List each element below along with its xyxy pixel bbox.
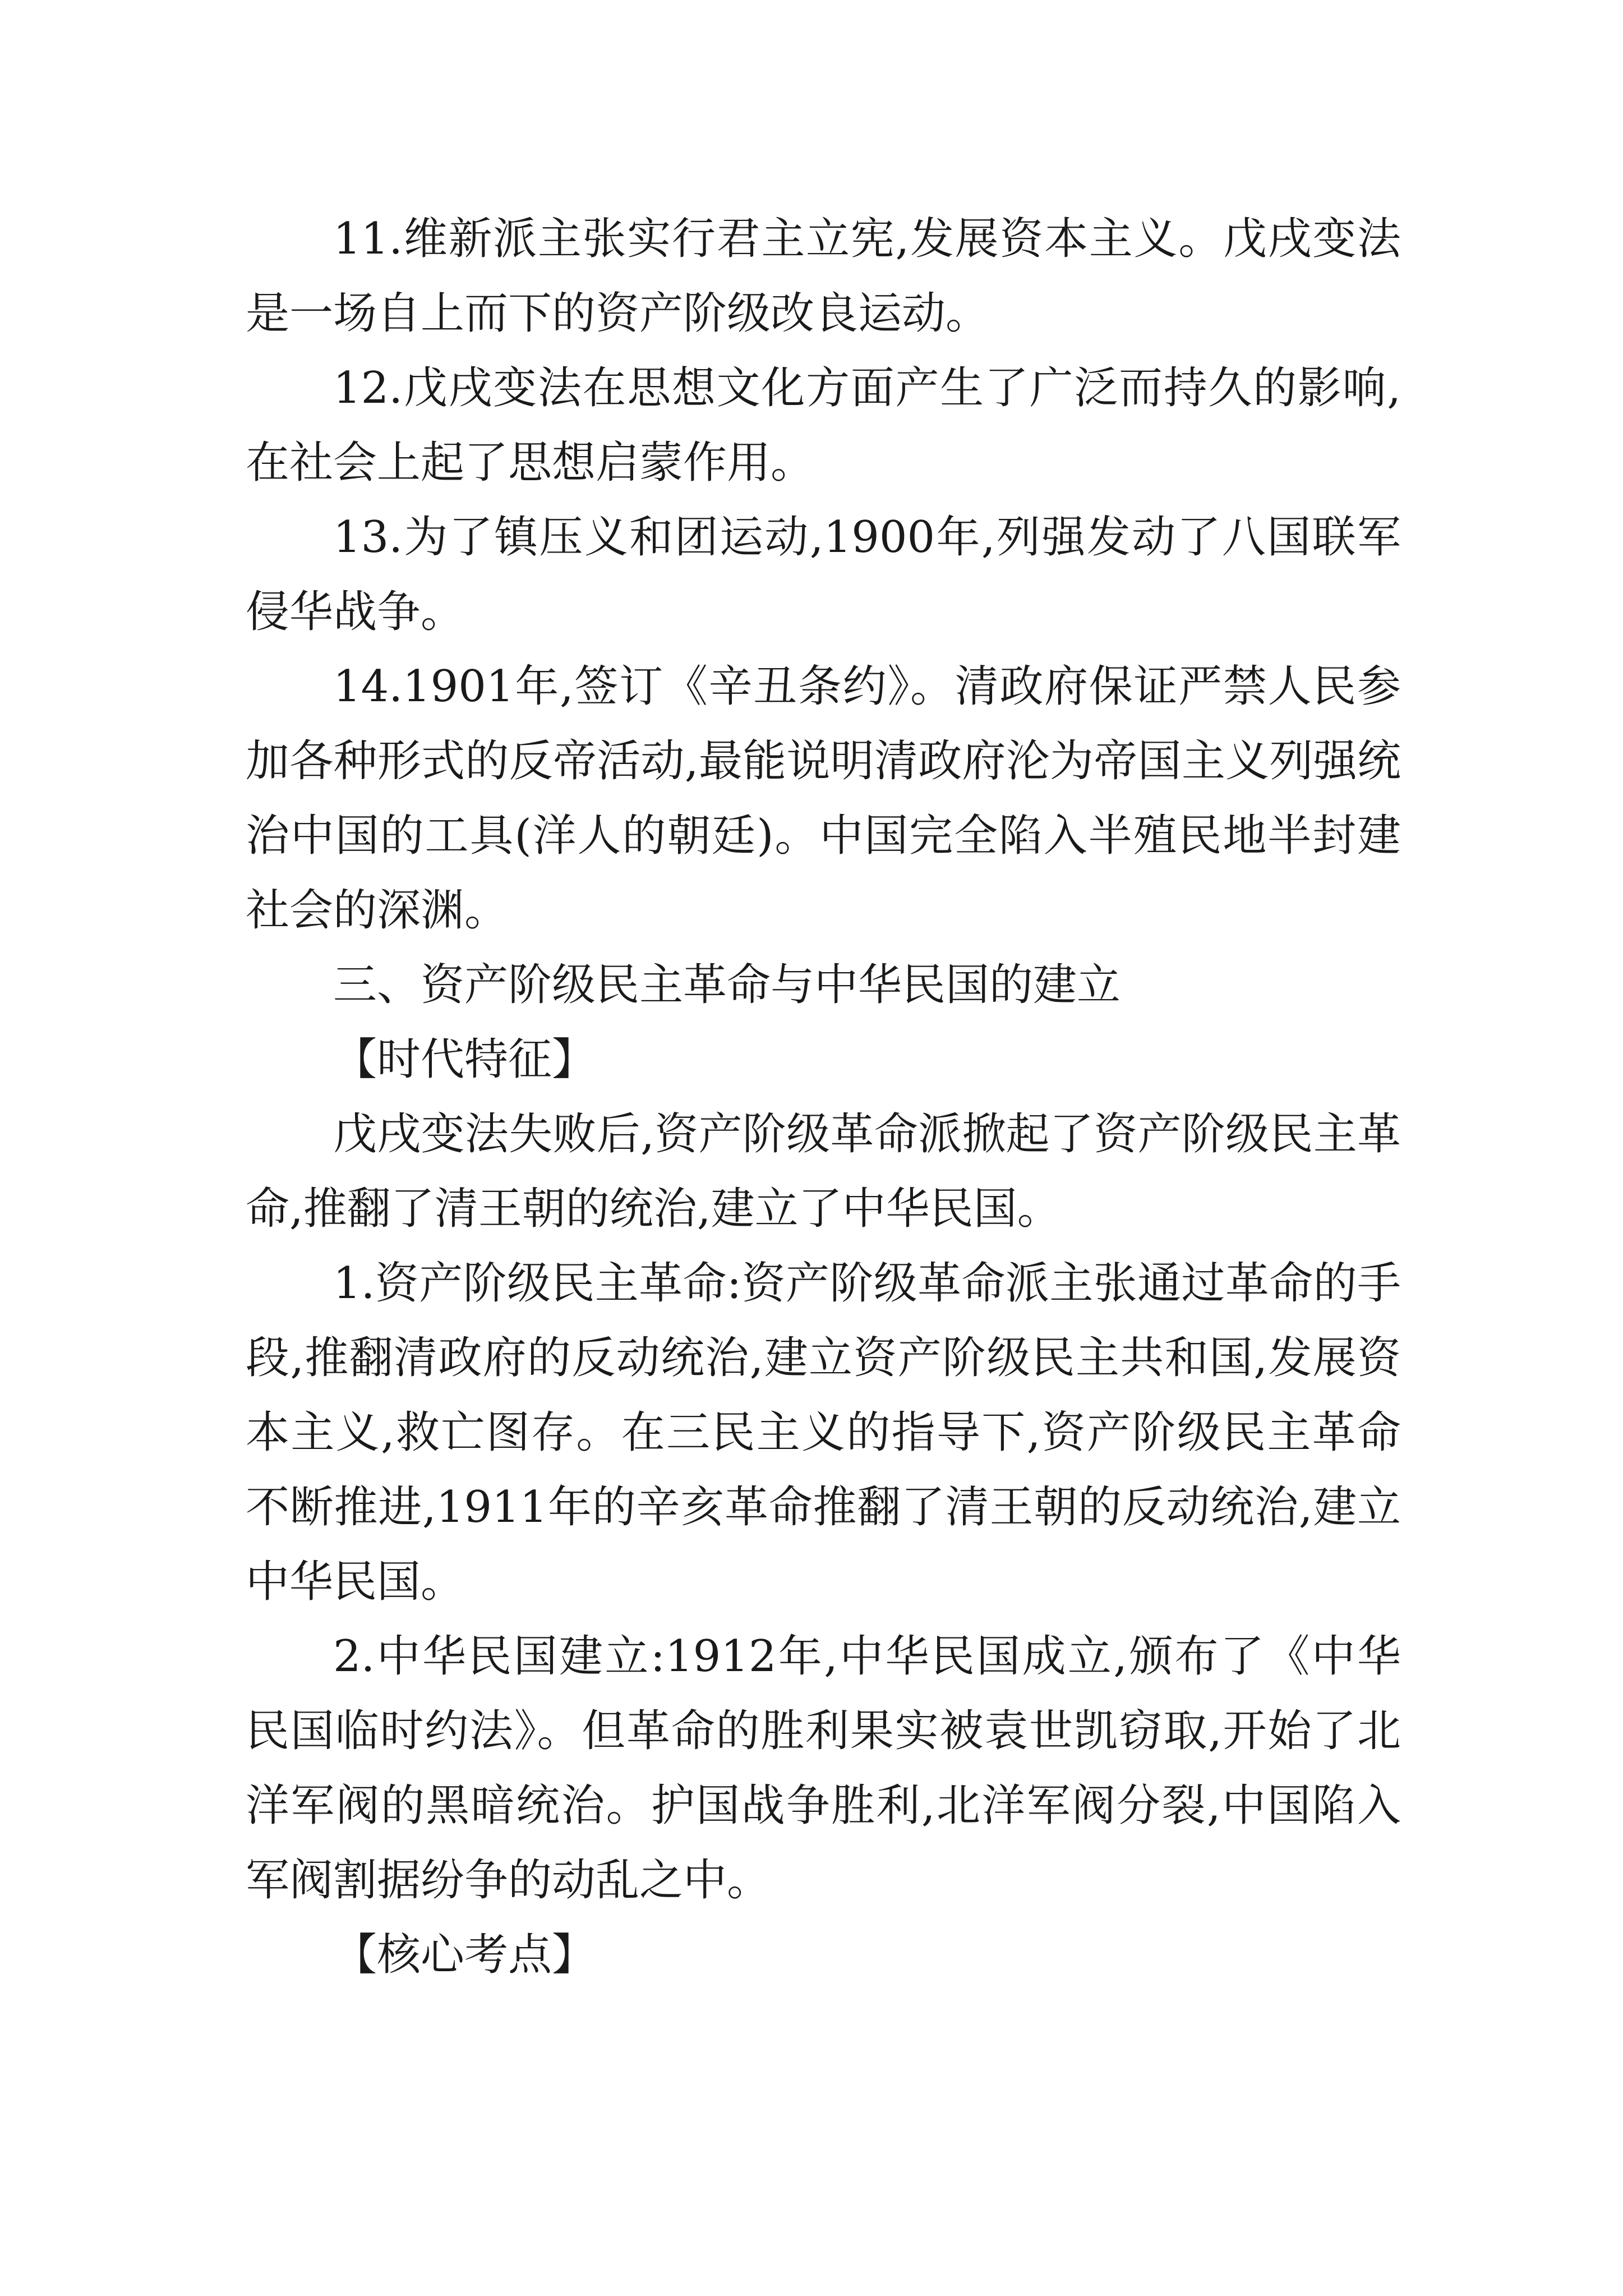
- paragraph-item-11: 11.维新派主张实行君主立宪,发展资本主义。戊戌变法是一场自上而下的资产阶级改良运动。: [246, 214, 1401, 339]
- document-page: [246, 202, 1401, 1993]
- subheading-core-points: 【核心考点】: [333, 1930, 596, 1980]
- paragraph-item-13: 13.为了镇压义和团运动,1900年,列强发动了八国联军侵华战争。: [246, 512, 1401, 637]
- subheading-era-features: 【时代特征】: [333, 1034, 596, 1085]
- section-heading: 三、资产阶级民主革命与中华民国的建立: [333, 960, 1121, 1010]
- paragraph-item-14: 14.1901年,签订《辛丑条约》。清政府保证严禁人民参加各种形式的反帝活动,最能说明清政府沦为帝国主义列强统治中国的工具(洋人的朝廷)。中国完全陷入半殖民地半封建社会的深渊。: [246, 661, 1401, 936]
- paragraph-item-2: 2.中华民国建立:1912年,中华民国成立,颁布了《中华民国临时约法》。但革命的胜利果实被袁世凯窃取,开始了北洋军阀的黑暗统治。护国战争胜利,北洋军阀分裂,中国陷入军阀割据纷争的动乱之中。: [246, 1631, 1401, 1906]
- paragraph-item-12: 12.戊戌变法在思想文化方面产生了广泛而持久的影响,在社会上起了思想启蒙作用。: [246, 363, 1401, 488]
- paragraph-item-1: 1.资产阶级民主革命:资产阶级革命派主张通过革命的手段,推翻清政府的反动统治,建立资产阶级民主共和国,发展资本主义,救亡图存。在三民主义的指导下,资产阶级民主革命不断推进,1911年的辛亥革命推翻了清王朝的反动统治,建立中华民国。: [246, 1258, 1401, 1607]
- paragraph-era-summary: 戊戌变法失败后,资产阶级革命派掀起了资产阶级民主革命,推翻了清王朝的统治,建立了中华民国。: [246, 1109, 1401, 1234]
